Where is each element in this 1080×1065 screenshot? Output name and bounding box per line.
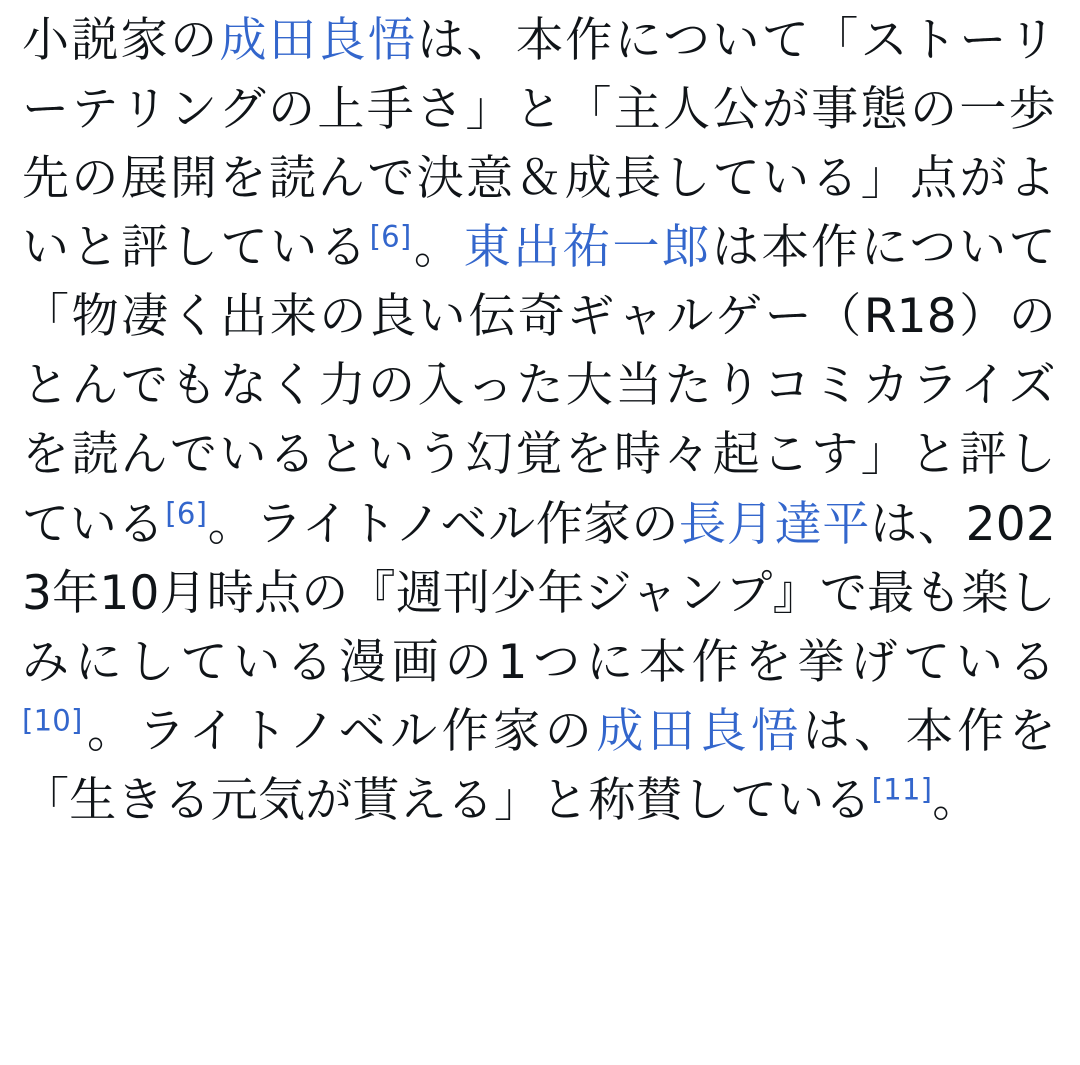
- wiki-link[interactable]: 東出祐一郎: [463, 220, 712, 276]
- body-text: は本作について「物凄く出来の良い伝奇ギャルゲー（R18）のとんでもなく力の入った大当たりコミカライズを読んでいるという幻覚を時々起こす」と評している: [22, 220, 1056, 552]
- wiki-link[interactable]: 成田良悟: [219, 13, 418, 68]
- body-text: 。ライトノベル作家の: [82, 703, 597, 759]
- reception-paragraph: [22, 6, 1056, 835]
- body-text: 。ライトノベル作家の: [207, 496, 680, 552]
- reference-marker[interactable]: [6]: [369, 219, 412, 254]
- body-text: 。: [411, 220, 464, 276]
- body-text: は、本作について「ストーリーテリングの上手さ」と「主人公が事態の一歩先の展開を読んで決意＆成長している」点がよいと評している: [22, 13, 1056, 276]
- body-text: は、本作を「生きる元気が貰える」と称賛している: [22, 703, 1057, 828]
- wiki-link[interactable]: 成田良悟: [596, 703, 803, 759]
- body-text: 小説家の: [22, 13, 220, 68]
- reference-marker[interactable]: [6]: [165, 495, 208, 530]
- wiki-link[interactable]: 長月達平: [679, 496, 871, 552]
- body-text: は、2023年10月時点の『週刊少年ジャンプ』で最も楽しみにしている漫画の1つに本作を挙げている: [22, 496, 1056, 690]
- body-text: 。: [932, 772, 980, 828]
- reference-marker[interactable]: [11]: [871, 772, 933, 807]
- reference-marker[interactable]: [10]: [22, 703, 83, 738]
